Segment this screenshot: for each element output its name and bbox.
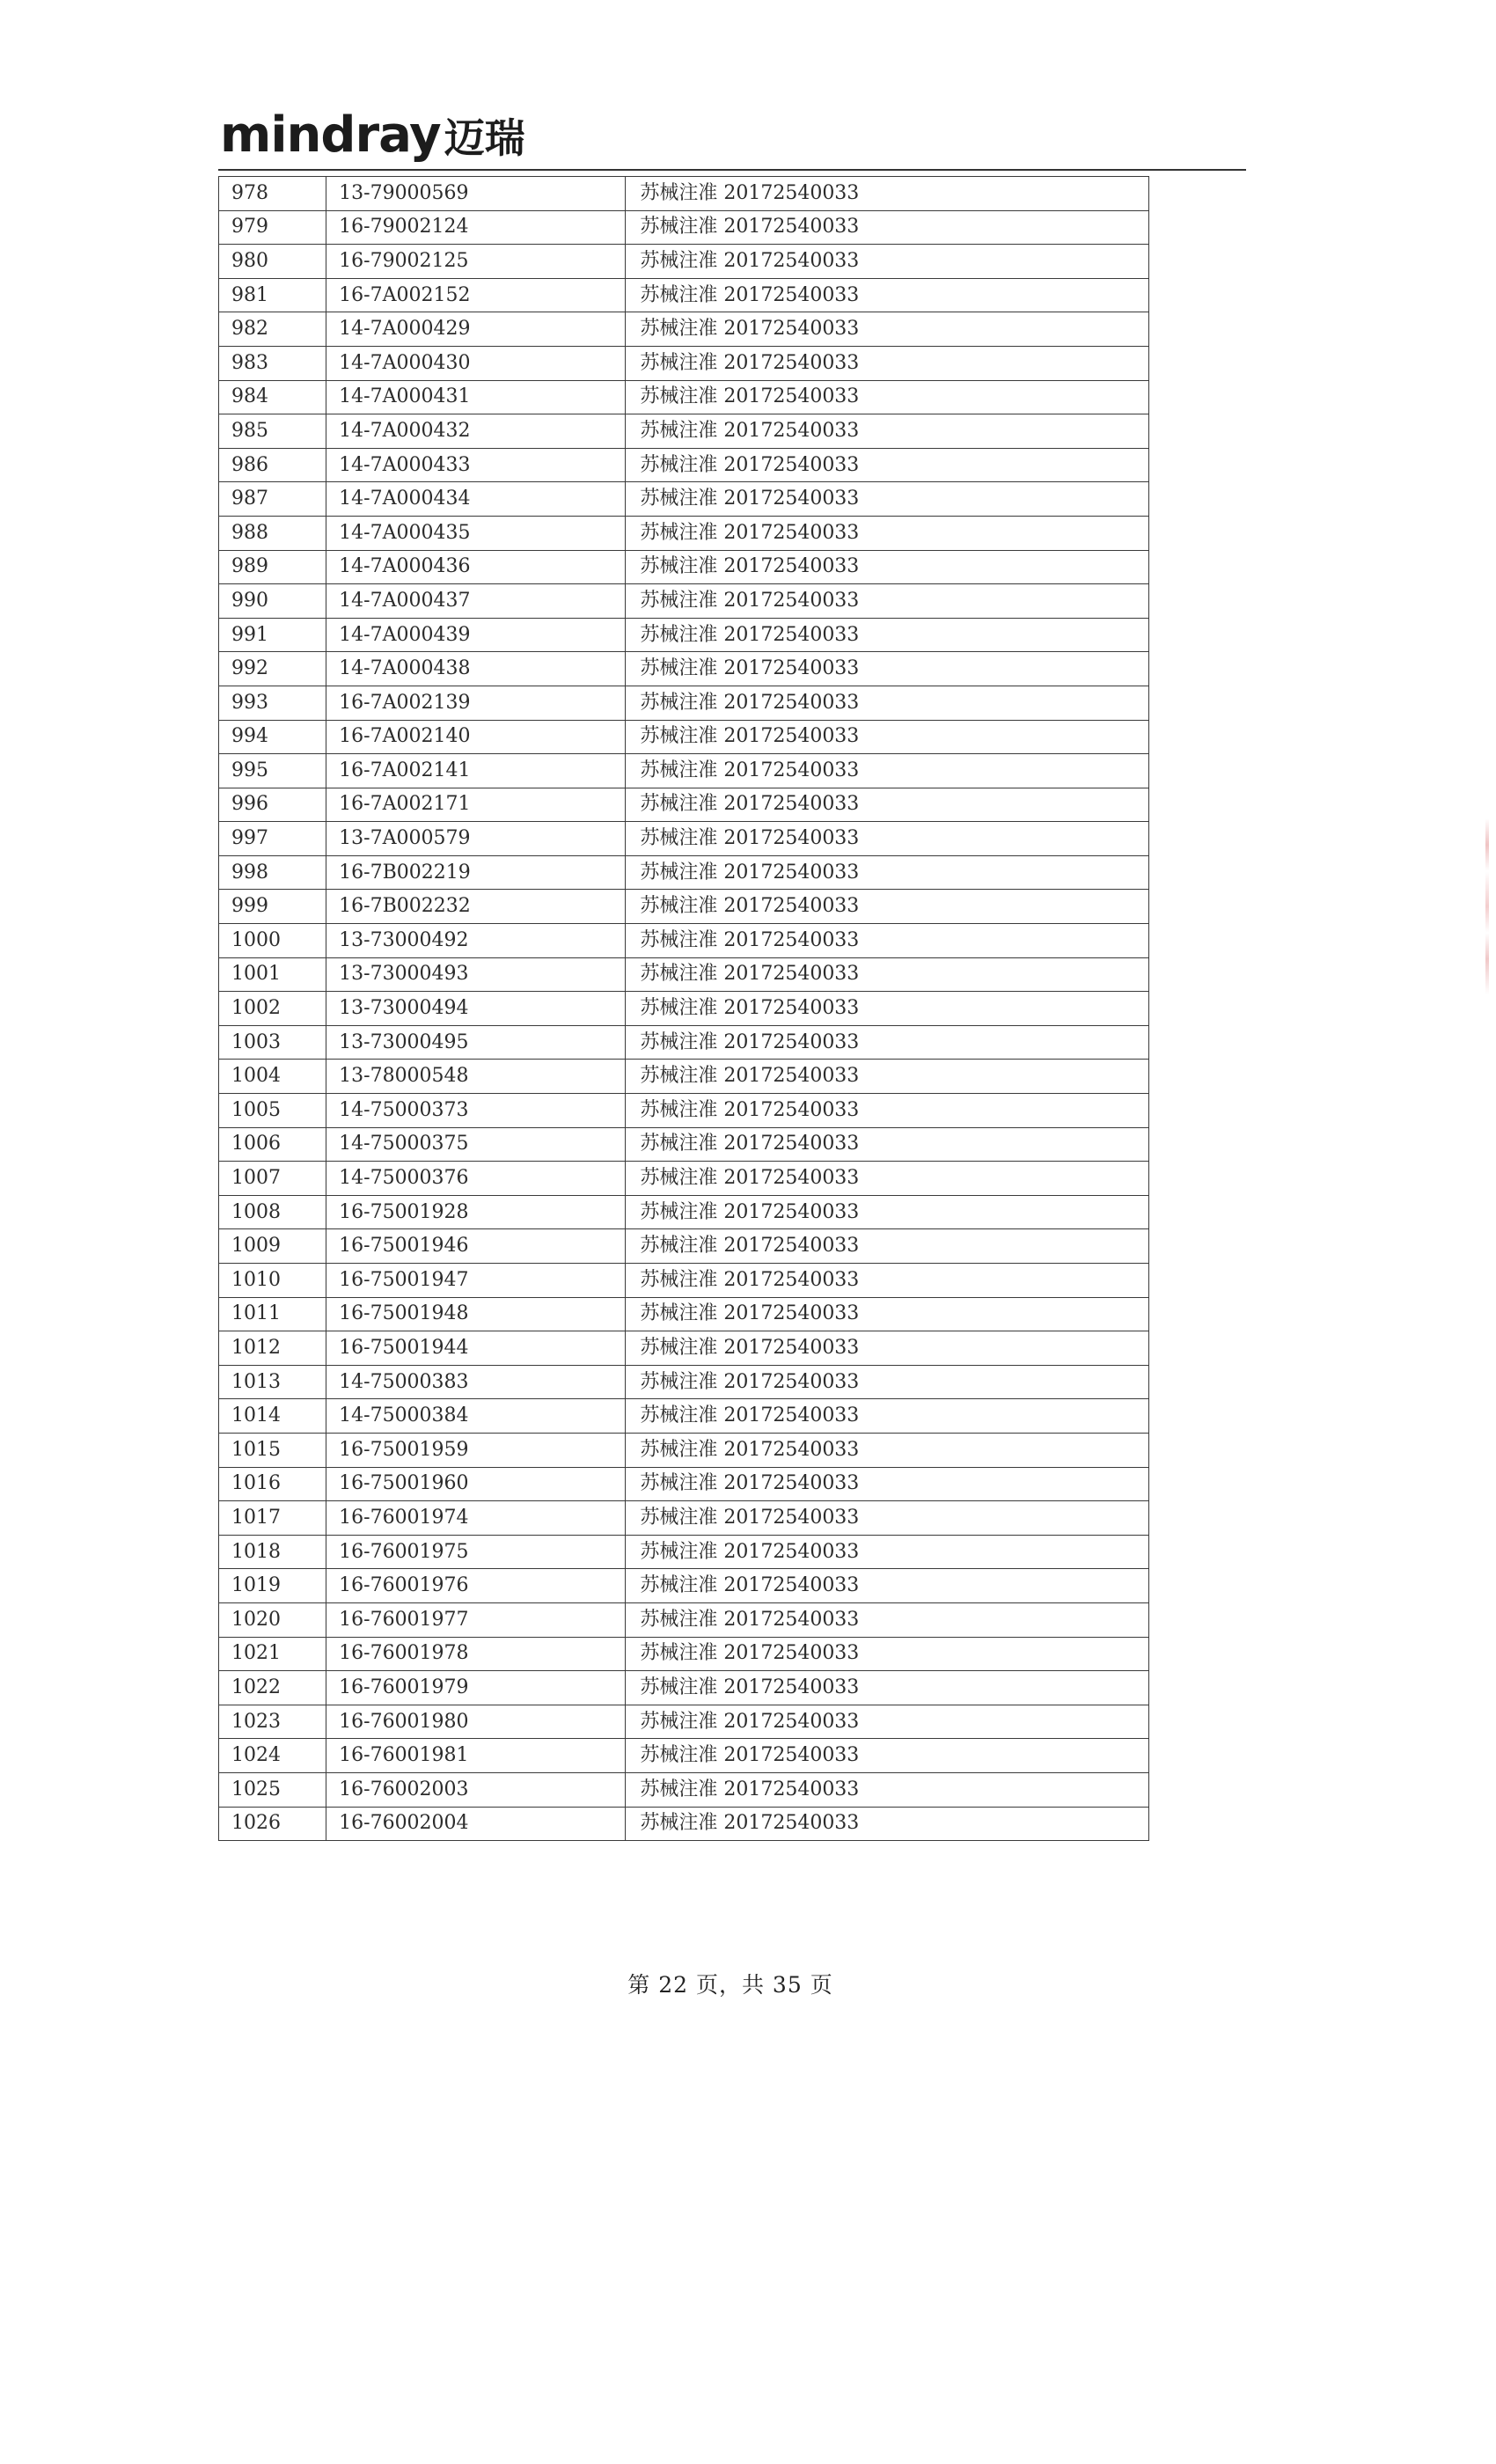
table-row bbox=[219, 855, 1149, 890]
registration-cell: 苏械注准 20172540033 bbox=[626, 1025, 1149, 1060]
registration-cell: 苏械注准 20172540033 bbox=[626, 1772, 1149, 1807]
row-number-cell: 998 bbox=[219, 855, 326, 890]
registration-cell: 苏械注准 20172540033 bbox=[626, 245, 1149, 279]
serial-number-cell: 14-7A000429 bbox=[326, 312, 626, 347]
registration-cell: 苏械注准 20172540033 bbox=[626, 1569, 1149, 1603]
registration-cell: 苏械注准 20172540033 bbox=[626, 652, 1149, 686]
row-number-cell: 1009 bbox=[219, 1229, 326, 1264]
mindray-logo bbox=[220, 99, 525, 164]
registration-cell: 苏械注准 20172540033 bbox=[626, 1602, 1149, 1637]
serial-number-cell: 14-7A000439 bbox=[326, 618, 626, 652]
row-number-cell: 1024 bbox=[219, 1739, 326, 1773]
serial-number-cell: 16-79002125 bbox=[326, 245, 626, 279]
serial-number-cell: 14-7A000434 bbox=[326, 482, 626, 517]
serial-number-cell: 16-7A002152 bbox=[326, 278, 626, 312]
registration-cell: 苏械注准 20172540033 bbox=[626, 822, 1149, 856]
serial-number-cell: 16-75001928 bbox=[326, 1195, 626, 1229]
registration-cell: 苏械注准 20172540033 bbox=[626, 754, 1149, 788]
page-number: 第 22 页，共 35 页 bbox=[627, 1972, 833, 1998]
row-number-cell: 981 bbox=[219, 278, 326, 312]
serial-number-cell: 16-75001948 bbox=[326, 1297, 626, 1331]
registration-cell: 苏械注准 20172540033 bbox=[626, 992, 1149, 1026]
registration-cell: 苏械注准 20172540033 bbox=[626, 1297, 1149, 1331]
row-number-cell: 1000 bbox=[219, 924, 326, 958]
row-number-cell: 1014 bbox=[219, 1399, 326, 1434]
serial-number-table bbox=[218, 176, 1149, 1841]
serial-number-cell: 16-75001944 bbox=[326, 1331, 626, 1366]
table-row bbox=[219, 992, 1149, 1026]
table-row bbox=[219, 1535, 1149, 1569]
registration-cell: 苏械注准 20172540033 bbox=[626, 380, 1149, 414]
serial-number-cell: 16-75001946 bbox=[326, 1229, 626, 1264]
row-number-cell: 1017 bbox=[219, 1501, 326, 1536]
registration-cell: 苏械注准 20172540033 bbox=[626, 1807, 1149, 1841]
row-number-cell: 988 bbox=[219, 516, 326, 550]
registration-cell: 苏械注准 20172540033 bbox=[626, 1399, 1149, 1434]
row-number-cell: 1001 bbox=[219, 957, 326, 992]
serial-number-cell: 16-7A002141 bbox=[326, 754, 626, 788]
registration-cell: 苏械注准 20172540033 bbox=[626, 1433, 1149, 1467]
table-row bbox=[219, 346, 1149, 380]
row-number-cell: 1015 bbox=[219, 1433, 326, 1467]
serial-number-cell: 16-76002004 bbox=[326, 1807, 626, 1841]
table-row bbox=[219, 312, 1149, 347]
table-row bbox=[219, 1671, 1149, 1705]
table-row bbox=[219, 754, 1149, 788]
serial-number-cell: 13-73000492 bbox=[326, 924, 626, 958]
row-number-cell: 1019 bbox=[219, 1569, 326, 1603]
registration-cell: 苏械注准 20172540033 bbox=[626, 1365, 1149, 1399]
table-row bbox=[219, 652, 1149, 686]
serial-number-cell: 16-75001960 bbox=[326, 1467, 626, 1501]
row-number-cell: 993 bbox=[219, 686, 326, 720]
registration-cell: 苏械注准 20172540033 bbox=[626, 278, 1149, 312]
registration-cell: 苏械注准 20172540033 bbox=[626, 414, 1149, 449]
row-number-cell: 982 bbox=[219, 312, 326, 347]
row-number-cell: 989 bbox=[219, 550, 326, 584]
registration-cell: 苏械注准 20172540033 bbox=[626, 1264, 1149, 1298]
row-number-cell: 1010 bbox=[219, 1264, 326, 1298]
serial-number-cell: 16-7A002140 bbox=[326, 720, 626, 754]
serial-number-cell: 14-7A000430 bbox=[326, 346, 626, 380]
table-row bbox=[219, 924, 1149, 958]
table-row bbox=[219, 720, 1149, 754]
table-row bbox=[219, 1433, 1149, 1467]
row-number-cell: 1025 bbox=[219, 1772, 326, 1807]
row-number-cell: 1021 bbox=[219, 1637, 326, 1671]
table-row bbox=[219, 686, 1149, 720]
table-row bbox=[219, 1807, 1149, 1841]
registration-cell: 苏械注准 20172540033 bbox=[626, 1535, 1149, 1569]
row-number-cell: 997 bbox=[219, 822, 326, 856]
table-row bbox=[219, 788, 1149, 822]
row-number-cell: 1005 bbox=[219, 1094, 326, 1128]
header-divider bbox=[218, 169, 1246, 171]
registration-cell: 苏械注准 20172540033 bbox=[626, 1739, 1149, 1773]
row-number-cell: 1023 bbox=[219, 1705, 326, 1739]
registration-cell: 苏械注准 20172540033 bbox=[626, 1195, 1149, 1229]
serial-number-cell: 16-76001978 bbox=[326, 1637, 626, 1671]
registration-cell: 苏械注准 20172540033 bbox=[626, 210, 1149, 245]
registration-cell: 苏械注准 20172540033 bbox=[626, 957, 1149, 992]
table-row bbox=[219, 448, 1149, 482]
table-row bbox=[219, 1569, 1149, 1603]
row-number-cell: 1020 bbox=[219, 1602, 326, 1637]
row-number-cell: 1013 bbox=[219, 1365, 326, 1399]
serial-number-cell: 16-75001947 bbox=[326, 1264, 626, 1298]
serial-number-cell: 14-75000373 bbox=[326, 1094, 626, 1128]
row-number-cell: 991 bbox=[219, 618, 326, 652]
row-number-cell: 985 bbox=[219, 414, 326, 449]
serial-number-cell: 16-76001980 bbox=[326, 1705, 626, 1739]
table-row bbox=[219, 278, 1149, 312]
registration-cell: 苏械注准 20172540033 bbox=[626, 720, 1149, 754]
serial-number-cell: 16-76001975 bbox=[326, 1535, 626, 1569]
registration-cell: 苏械注准 20172540033 bbox=[626, 1331, 1149, 1366]
row-number-cell: 1026 bbox=[219, 1807, 326, 1841]
row-number-cell: 1002 bbox=[219, 992, 326, 1026]
serial-number-cell: 13-7A000579 bbox=[326, 822, 626, 856]
serial-number-cell: 16-76001976 bbox=[326, 1569, 626, 1603]
table-row bbox=[219, 1501, 1149, 1536]
table-row bbox=[219, 210, 1149, 245]
table-row bbox=[219, 1060, 1149, 1094]
row-number-cell: 984 bbox=[219, 380, 326, 414]
table-row bbox=[219, 822, 1149, 856]
serial-number-cell: 16-75001959 bbox=[326, 1433, 626, 1467]
registration-cell: 苏械注准 20172540033 bbox=[626, 346, 1149, 380]
serial-number-cell: 16-7B002219 bbox=[326, 855, 626, 890]
registration-cell: 苏械注准 20172540033 bbox=[626, 618, 1149, 652]
row-number-cell: 995 bbox=[219, 754, 326, 788]
table-row bbox=[219, 584, 1149, 619]
table-row bbox=[219, 177, 1149, 211]
table-row bbox=[219, 1637, 1149, 1671]
serial-number-cell: 14-7A000433 bbox=[326, 448, 626, 482]
row-number-cell: 1018 bbox=[219, 1535, 326, 1569]
serial-number-cell: 14-7A000435 bbox=[326, 516, 626, 550]
serial-number-cell: 14-7A000432 bbox=[326, 414, 626, 449]
registration-cell: 苏械注准 20172540033 bbox=[626, 1705, 1149, 1739]
row-number-cell: 996 bbox=[219, 788, 326, 822]
table-row bbox=[219, 1195, 1149, 1229]
table-row bbox=[219, 414, 1149, 449]
table-row bbox=[219, 618, 1149, 652]
serial-number-cell: 13-78000548 bbox=[326, 1060, 626, 1094]
scan-stamp-edge bbox=[1485, 818, 1489, 994]
table-row bbox=[219, 1331, 1149, 1366]
registration-cell: 苏械注准 20172540033 bbox=[626, 1467, 1149, 1501]
serial-number-cell: 14-75000383 bbox=[326, 1365, 626, 1399]
table-row bbox=[219, 1264, 1149, 1298]
serial-number-cell: 14-75000376 bbox=[326, 1162, 626, 1196]
serial-number-cell: 16-76001981 bbox=[326, 1739, 626, 1773]
registration-cell: 苏械注准 20172540033 bbox=[626, 1229, 1149, 1264]
registration-cell: 苏械注准 20172540033 bbox=[626, 1162, 1149, 1196]
table-row bbox=[219, 1297, 1149, 1331]
serial-number-cell: 13-73000495 bbox=[326, 1025, 626, 1060]
row-number-cell: 980 bbox=[219, 245, 326, 279]
serial-table-body bbox=[219, 177, 1149, 1841]
serial-number-cell: 13-73000493 bbox=[326, 957, 626, 992]
row-number-cell: 1008 bbox=[219, 1195, 326, 1229]
table-row bbox=[219, 1229, 1149, 1264]
row-number-cell: 1012 bbox=[219, 1331, 326, 1366]
row-number-cell: 1007 bbox=[219, 1162, 326, 1196]
registration-cell: 苏械注准 20172540033 bbox=[626, 1671, 1149, 1705]
table-row bbox=[219, 380, 1149, 414]
serial-number-cell: 16-7B002232 bbox=[326, 890, 626, 924]
row-number-cell: 986 bbox=[219, 448, 326, 482]
serial-number-cell: 14-7A000438 bbox=[326, 652, 626, 686]
table-row bbox=[219, 482, 1149, 517]
serial-number-cell: 14-7A000437 bbox=[326, 584, 626, 619]
registration-cell: 苏械注准 20172540033 bbox=[626, 890, 1149, 924]
registration-cell: 苏械注准 20172540033 bbox=[626, 482, 1149, 517]
table-row bbox=[219, 1772, 1149, 1807]
serial-number-cell: 16-79002124 bbox=[326, 210, 626, 245]
table-row bbox=[219, 1399, 1149, 1434]
row-number-cell: 992 bbox=[219, 652, 326, 686]
table-row bbox=[219, 1602, 1149, 1637]
table-row bbox=[219, 957, 1149, 992]
registration-cell: 苏械注准 20172540033 bbox=[626, 448, 1149, 482]
table-row bbox=[219, 1365, 1149, 1399]
row-number-cell: 1022 bbox=[219, 1671, 326, 1705]
table-row bbox=[219, 1162, 1149, 1196]
table-row bbox=[219, 245, 1149, 279]
table-row bbox=[219, 890, 1149, 924]
row-number-cell: 987 bbox=[219, 482, 326, 517]
table-row bbox=[219, 1127, 1149, 1162]
serial-number-cell: 16-76001977 bbox=[326, 1602, 626, 1637]
row-number-cell: 1004 bbox=[219, 1060, 326, 1094]
registration-cell: 苏械注准 20172540033 bbox=[626, 177, 1149, 211]
table-row bbox=[219, 1094, 1149, 1128]
registration-cell: 苏械注准 20172540033 bbox=[626, 1637, 1149, 1671]
serial-table-container bbox=[218, 176, 1149, 1841]
serial-number-cell: 14-75000375 bbox=[326, 1127, 626, 1162]
row-number-cell: 978 bbox=[219, 177, 326, 211]
registration-cell: 苏械注准 20172540033 bbox=[626, 924, 1149, 958]
row-number-cell: 983 bbox=[219, 346, 326, 380]
serial-number-cell: 16-7A002171 bbox=[326, 788, 626, 822]
registration-cell: 苏械注准 20172540033 bbox=[626, 584, 1149, 619]
row-number-cell: 999 bbox=[219, 890, 326, 924]
registration-cell: 苏械注准 20172540033 bbox=[626, 516, 1149, 550]
registration-cell: 苏械注准 20172540033 bbox=[626, 855, 1149, 890]
row-number-cell: 1006 bbox=[219, 1127, 326, 1162]
registration-cell: 苏械注准 20172540033 bbox=[626, 788, 1149, 822]
row-number-cell: 1011 bbox=[219, 1297, 326, 1331]
registration-cell: 苏械注准 20172540033 bbox=[626, 312, 1149, 347]
registration-cell: 苏械注准 20172540033 bbox=[626, 1094, 1149, 1128]
row-number-cell: 979 bbox=[219, 210, 326, 245]
registration-cell: 苏械注准 20172540033 bbox=[626, 686, 1149, 720]
serial-number-cell: 13-79000569 bbox=[326, 177, 626, 211]
registration-cell: 苏械注准 20172540033 bbox=[626, 550, 1149, 584]
serial-number-cell: 16-7A002139 bbox=[326, 686, 626, 720]
serial-number-cell: 14-7A000436 bbox=[326, 550, 626, 584]
row-number-cell: 1016 bbox=[219, 1467, 326, 1501]
serial-number-cell: 14-75000384 bbox=[326, 1399, 626, 1434]
registration-cell: 苏械注准 20172540033 bbox=[626, 1060, 1149, 1094]
row-number-cell: 994 bbox=[219, 720, 326, 754]
serial-number-cell: 16-76002003 bbox=[326, 1772, 626, 1807]
logo-chinese-wordmark: 迈瑞 bbox=[444, 114, 525, 162]
logo-wordmark: mindray bbox=[220, 106, 441, 164]
table-row bbox=[219, 516, 1149, 550]
row-number-cell: 990 bbox=[219, 584, 326, 619]
registration-cell: 苏械注准 20172540033 bbox=[626, 1127, 1149, 1162]
table-row bbox=[219, 1467, 1149, 1501]
table-row bbox=[219, 1705, 1149, 1739]
row-number-cell: 1003 bbox=[219, 1025, 326, 1060]
serial-number-cell: 13-73000494 bbox=[326, 992, 626, 1026]
table-row bbox=[219, 1025, 1149, 1060]
serial-number-cell: 16-76001974 bbox=[326, 1501, 626, 1536]
registration-cell: 苏械注准 20172540033 bbox=[626, 1501, 1149, 1536]
serial-number-cell: 16-76001979 bbox=[326, 1671, 626, 1705]
table-row bbox=[219, 1739, 1149, 1773]
serial-number-cell: 14-7A000431 bbox=[326, 380, 626, 414]
table-row bbox=[219, 550, 1149, 584]
